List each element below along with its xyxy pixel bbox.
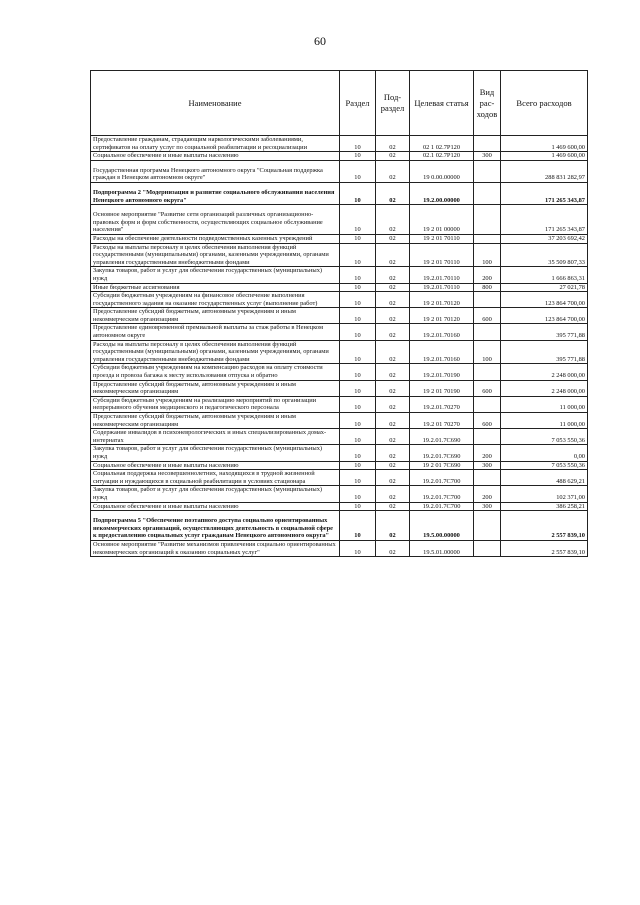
row-target: 19 2 01 70190 <box>410 380 474 396</box>
table-row <box>91 470 588 486</box>
table-row <box>91 540 588 556</box>
table-row <box>91 396 588 412</box>
row-section: 10 <box>340 136 376 152</box>
row-section: 10 <box>340 461 376 470</box>
row-amount: 488 629,21 <box>501 470 588 486</box>
header-section: Раздел <box>340 71 376 136</box>
row-subsection: 02 <box>376 470 410 486</box>
table-row <box>91 160 588 182</box>
table-row <box>91 136 588 152</box>
row-name: Расходы на выплаты персоналу в целях обеспечения выполнения функций государственными (муниципальными) органами, казенными учреждениями, органами управления государственными внебюджетными фондами <box>91 243 340 267</box>
table-row <box>91 152 588 161</box>
row-expense-type: 100 <box>474 243 501 267</box>
row-section: 10 <box>340 540 376 556</box>
table-row <box>91 308 588 324</box>
row-name: Основное мероприятие "Развитие сети организаций различных организационно-правовых форм и форм собственности, осуществляющих социальное обслуживание населения" <box>91 205 340 235</box>
row-amount: 1 469 600,00 <box>501 136 588 152</box>
table-header-row <box>91 71 588 136</box>
row-amount: 2 248 000,00 <box>501 380 588 396</box>
row-expense-type: 300 <box>474 152 501 161</box>
row-name: Предоставление субсидий бюджетным, автономным учреждениям и иным некоммерческим организациям <box>91 308 340 324</box>
row-subsection: 02 <box>376 511 410 541</box>
row-amount: 2 557 839,10 <box>501 511 588 541</box>
budget-table <box>90 70 588 557</box>
table-row <box>91 243 588 267</box>
row-section: 10 <box>340 413 376 429</box>
row-section: 10 <box>340 160 376 182</box>
row-name: Предоставление субсидий бюджетным, автономным учреждениям и иным некоммерческим организациям <box>91 380 340 396</box>
row-expense-type: 300 <box>474 502 501 511</box>
table-row <box>91 205 588 235</box>
row-subsection: 02 <box>376 486 410 502</box>
row-subsection: 02 <box>376 324 410 340</box>
row-section: 10 <box>340 511 376 541</box>
row-amount: 1 469 600,00 <box>501 152 588 161</box>
row-expense-type <box>474 511 501 541</box>
row-target: 19.2.01.7С690 <box>410 445 474 461</box>
row-name: Предоставление субсидий бюджетным, автономным учреждениям и иным некоммерческим организациям <box>91 413 340 429</box>
row-target: 02 1 02.7P120 <box>410 136 474 152</box>
row-section: 10 <box>340 292 376 308</box>
row-name: Социальное обеспечение и иные выплаты населению <box>91 461 340 470</box>
row-section: 10 <box>340 445 376 461</box>
page-number: 60 <box>314 34 326 48</box>
row-name: Субсидии бюджетным учреждениям на реализацию мероприятий по организации непрерывного обучения медицинского и педагогического персонала <box>91 396 340 412</box>
row-section: 10 <box>340 243 376 267</box>
row-expense-type <box>474 324 501 340</box>
row-section: 10 <box>340 340 376 364</box>
row-subsection: 02 <box>376 445 410 461</box>
row-target: 19.2.01.7С700 <box>410 502 474 511</box>
row-expense-type <box>474 234 501 243</box>
row-expense-type: 600 <box>474 413 501 429</box>
table-row <box>91 429 588 445</box>
header-subsection: Под-раздел <box>376 71 410 136</box>
row-expense-type: 800 <box>474 283 501 292</box>
header-expense-type: Вид рас-ходов <box>474 71 501 136</box>
row-name: Субсидии бюджетным учреждениям на финансовое обеспечение выполнения государственного задания на оказание государственных услуг (выполнение работ) <box>91 292 340 308</box>
row-name: Предоставление гражданам, страдающим наркологическими заболеваниями, сертификатов на оплату услуг по социальной реабилитации и ресоциализации <box>91 136 340 152</box>
row-expense-type <box>474 540 501 556</box>
row-subsection: 02 <box>376 283 410 292</box>
row-section: 10 <box>340 324 376 340</box>
row-target: 19.2.01.70160 <box>410 340 474 364</box>
row-amount: 37 203 692,42 <box>501 234 588 243</box>
header-name: Наименование <box>91 71 340 136</box>
row-amount: 288 831 282,97 <box>501 160 588 182</box>
table-row <box>91 324 588 340</box>
row-target: 19 2 01 00000 <box>410 205 474 235</box>
table-row <box>91 511 588 541</box>
row-expense-type: 200 <box>474 445 501 461</box>
row-section: 10 <box>340 396 376 412</box>
row-target: 19.2.01.7С700 <box>410 486 474 502</box>
row-section: 10 <box>340 205 376 235</box>
row-amount: 171 265 343,87 <box>501 182 588 204</box>
row-subsection: 02 <box>376 364 410 380</box>
row-target: 19 2 01 7С690 <box>410 461 474 470</box>
table-row <box>91 182 588 204</box>
row-subsection: 02 <box>376 413 410 429</box>
row-section: 10 <box>340 308 376 324</box>
row-amount: 0,00 <box>501 445 588 461</box>
row-expense-type <box>474 292 501 308</box>
row-amount: 2 248 000,00 <box>501 364 588 380</box>
row-amount: 7 053 550,36 <box>501 461 588 470</box>
row-name: Содержание инвалидов в психоневрологических и иных специализированных домах-интернатах <box>91 429 340 445</box>
row-name: Закупка товаров, работ и услуг для обеспечения государственных (муниципальных) нужд <box>91 445 340 461</box>
row-name: Расходы на обеспечение деятельности подведомственных казенных учреждений <box>91 234 340 243</box>
row-subsection: 02 <box>376 292 410 308</box>
table-row <box>91 234 588 243</box>
row-expense-type: 100 <box>474 340 501 364</box>
row-subsection: 02 <box>376 502 410 511</box>
row-target: 19 2 01 70120 <box>410 308 474 324</box>
row-section: 10 <box>340 234 376 243</box>
row-subsection: 02 <box>376 461 410 470</box>
row-amount: 1 666 863,31 <box>501 267 588 283</box>
row-target: 19 0.00.00000 <box>410 160 474 182</box>
row-subsection: 02 <box>376 396 410 412</box>
row-subsection: 02 <box>376 234 410 243</box>
row-name: Социальная поддержка несовершеннолетних, находящихся в трудной жизненной ситуации и нуждающихся в социальной реабилитации в условиях стационара <box>91 470 340 486</box>
row-expense-type <box>474 160 501 182</box>
row-subsection: 02 <box>376 160 410 182</box>
row-amount: 171 265 343,87 <box>501 205 588 235</box>
row-subsection: 02 <box>376 136 410 152</box>
row-target: 19 2 01.70120 <box>410 292 474 308</box>
row-expense-type <box>474 205 501 235</box>
header-total: Всего расходов <box>501 71 588 136</box>
row-name: Подпрограмма 2 "Модернизация и развитие социального обслуживания населения Ненецкого автономного округа" <box>91 182 340 204</box>
row-name: Государственная программа Ненецкого автономного округа "Социальная поддержка граждан в Ненецком автономном округе" <box>91 160 340 182</box>
row-expense-type: 200 <box>474 267 501 283</box>
row-section: 10 <box>340 486 376 502</box>
row-expense-type <box>474 182 501 204</box>
row-subsection: 02 <box>376 243 410 267</box>
row-section: 10 <box>340 182 376 204</box>
row-name: Подпрограмма 5 "Обеспечение поэтапного доступа социально ориентированных некоммерческих организаций, осуществляющих деятельность в социальной сфере к предоставлению социальных услуг гражданам Ненецкого автономного округа" <box>91 511 340 541</box>
row-amount: 35 509 807,33 <box>501 243 588 267</box>
row-amount: 123 864 700,00 <box>501 292 588 308</box>
table-body <box>91 136 588 557</box>
table-row <box>91 292 588 308</box>
row-target: 19.2.01.70110 <box>410 267 474 283</box>
table-row <box>91 461 588 470</box>
row-name: Иные бюджетные ассигнования <box>91 283 340 292</box>
row-amount: 7 053 550,36 <box>501 429 588 445</box>
row-amount: 27 021,78 <box>501 283 588 292</box>
row-expense-type <box>474 470 501 486</box>
row-name: Расходы на выплаты персоналу в целях обеспечения выполнения функций государственными (муниципальными) органами, казенными учреждениями, органами управления государственными внебюджетными фондами <box>91 340 340 364</box>
table-row <box>91 502 588 511</box>
row-name: Социальное обеспечение и иные выплаты населению <box>91 502 340 511</box>
row-name: Основное мероприятие "Развитие механизмов привлечения социально ориентированных некоммерческих организаций к оказанию социальных услуг" <box>91 540 340 556</box>
row-subsection: 02 <box>376 205 410 235</box>
row-amount: 11 000,00 <box>501 396 588 412</box>
row-expense-type: 600 <box>474 380 501 396</box>
table-row <box>91 340 588 364</box>
table-row <box>91 445 588 461</box>
row-subsection: 02 <box>376 152 410 161</box>
row-target: 19.5.00.00000 <box>410 511 474 541</box>
row-subsection: 02 <box>376 380 410 396</box>
row-section: 10 <box>340 152 376 161</box>
row-target: 19.5.01.00000 <box>410 540 474 556</box>
row-target: 19.2.01.70160 <box>410 324 474 340</box>
row-target: 02.1 02.7P120 <box>410 152 474 161</box>
row-expense-type <box>474 364 501 380</box>
row-expense-type: 600 <box>474 308 501 324</box>
table-row <box>91 364 588 380</box>
row-expense-type: 200 <box>474 486 501 502</box>
row-section: 10 <box>340 267 376 283</box>
row-amount: 2 557 839,10 <box>501 540 588 556</box>
row-subsection: 02 <box>376 308 410 324</box>
row-target: 19 2 01 70110 <box>410 234 474 243</box>
row-section: 10 <box>340 364 376 380</box>
row-target: 19.2.01.7С700 <box>410 470 474 486</box>
table-row <box>91 283 588 292</box>
row-subsection: 02 <box>376 267 410 283</box>
table-row <box>91 486 588 502</box>
row-target: 19.2.01.70270 <box>410 396 474 412</box>
header-target: Целевая статья <box>410 71 474 136</box>
row-expense-type <box>474 396 501 412</box>
row-name: Предоставление единовременной премиальной выплаты за стаж работы в Ненецком автономном округе <box>91 324 340 340</box>
row-target: 19.2.01.70190 <box>410 364 474 380</box>
row-subsection: 02 <box>376 540 410 556</box>
row-section: 10 <box>340 283 376 292</box>
row-section: 10 <box>340 380 376 396</box>
row-amount: 11 000,00 <box>501 413 588 429</box>
row-amount: 395 771,88 <box>501 340 588 364</box>
row-section: 10 <box>340 429 376 445</box>
row-target: 19.2.00.00000 <box>410 182 474 204</box>
row-name: Субсидии бюджетным учреждениям на компенсацию расходов на оплату стоимости проезда и провоза багажа к месту использования отпуска и обратно <box>91 364 340 380</box>
table-row <box>91 413 588 429</box>
row-amount: 386 258,21 <box>501 502 588 511</box>
row-target: 19.2.01.7С690 <box>410 429 474 445</box>
row-name: Закупка товаров, работ и услуг для обеспечения государственных (муниципальных) нужд <box>91 267 340 283</box>
row-target: 19 2 01 70110 <box>410 243 474 267</box>
row-section: 10 <box>340 470 376 486</box>
row-target: 19.2.01.70110 <box>410 283 474 292</box>
table-row <box>91 267 588 283</box>
row-expense-type <box>474 136 501 152</box>
row-amount: 123 864 700,00 <box>501 308 588 324</box>
row-amount: 102 371,00 <box>501 486 588 502</box>
row-name: Закупка товаров, работ и услуг для обеспечения государственных (муниципальных) нужд <box>91 486 340 502</box>
row-subsection: 02 <box>376 340 410 364</box>
row-expense-type <box>474 429 501 445</box>
table-row <box>91 380 588 396</box>
row-section: 10 <box>340 502 376 511</box>
row-subsection: 02 <box>376 182 410 204</box>
row-subsection: 02 <box>376 429 410 445</box>
row-name: Социальное обеспечение и иные выплаты населению <box>91 152 340 161</box>
row-expense-type: 300 <box>474 461 501 470</box>
row-target: 19.2 01 70270 <box>410 413 474 429</box>
row-amount: 395 771,88 <box>501 324 588 340</box>
